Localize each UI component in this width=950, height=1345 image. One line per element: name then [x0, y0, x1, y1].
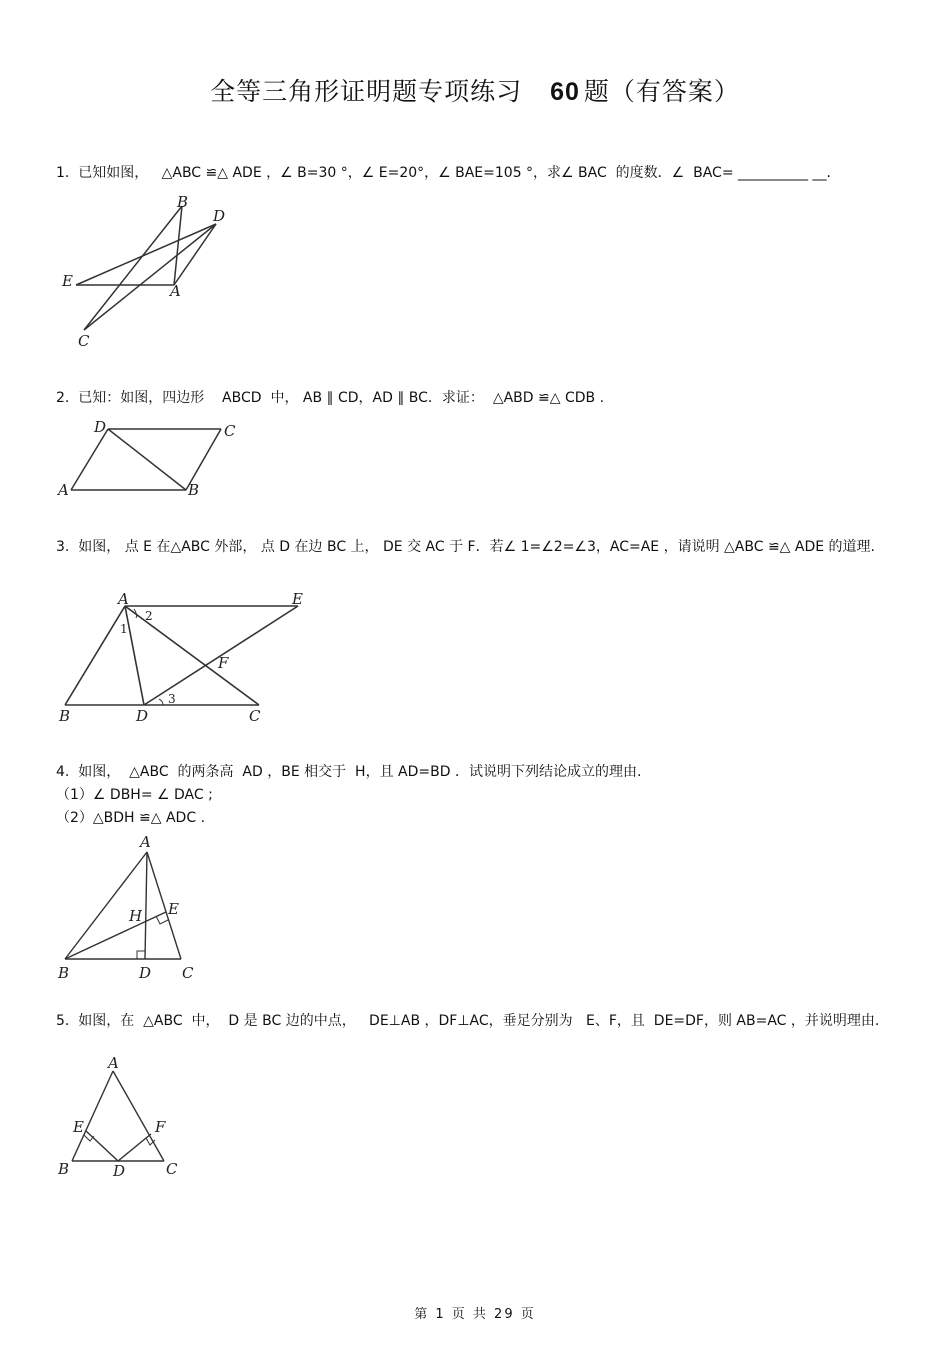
q3-label-b: B — [59, 707, 71, 725]
title-count: 60 — [550, 78, 580, 106]
q3-label-f: F — [218, 654, 229, 672]
q1-label-e: E — [62, 272, 73, 290]
title-main: 全等三角形证明题专项练习 — [210, 77, 523, 106]
q3-label-c: C — [249, 707, 261, 725]
question-4-text: 4. 如图， △ABC 的两条高 AD ，BE 相交于 H，且 AD=BD ．试说明下列结论成立的理由. （1）∠ DBH= ∠ DAC ; （2）△BDH ≌△ ADC . — [56, 764, 642, 826]
q4-label-e: E — [168, 900, 179, 918]
figure-q4 — [56, 830, 216, 990]
q5-label-f: F — [155, 1118, 166, 1136]
q1-label-b: B — [177, 193, 189, 211]
q2-label-b: B — [188, 481, 200, 499]
q5-label-c: C — [166, 1160, 178, 1178]
question-2-text: 2. 已知：如图，四边形 ABCD 中， AB ∥ CD，AD ∥ BC．求证： △ABD ≌△ CDB . — [56, 390, 605, 406]
q3-label-1: 1 — [120, 622, 128, 636]
q5-label-d: D — [113, 1162, 126, 1180]
question-1-text: 1. 已知如图， △ABC ≌△ ADE ，∠ B=30 °，∠ E=20°，∠ BAE=105 °，求∠ BAC 的度数．∠ BAC= __________ __． — [56, 165, 841, 181]
title-suffix: 题（有答案） — [583, 77, 740, 106]
q5-label-b: B — [58, 1160, 70, 1178]
figure-q5 — [56, 1055, 196, 1185]
q3-label-e: E — [292, 590, 303, 608]
q3-label-d: D — [136, 707, 149, 725]
q1-label-c: C — [78, 332, 90, 350]
page-title — [0, 72, 950, 108]
q4-label-a: A — [140, 833, 151, 851]
q2-label-a: A — [58, 481, 69, 499]
question-3-text: 3. 如图， 点 E 在△ABC 外部， 点 D 在边 BC 上， DE 交 AC 于 F．若∠ 1=∠2=∠3，AC=AE ，请说明 △ABC ≌△ ADE 的道理. — [56, 539, 876, 555]
figure-q3 — [56, 588, 326, 728]
q5-label-a: A — [108, 1055, 119, 1072]
q1-label-a: A — [170, 282, 181, 300]
q1-label-d: D — [213, 207, 226, 225]
q3-label-a: A — [118, 590, 129, 608]
q3-label-2: 2 — [145, 609, 153, 623]
question-5-text: 5. 如图，在 △ABC 中， D 是 BC 边的中点， DE⊥AB ，DF⊥AC，垂足分别为 E、F，且 DE=DF，则 AB=AC ，并说明理由. — [56, 1013, 880, 1029]
q4-label-h: H — [129, 907, 143, 925]
q4-label-d: D — [139, 964, 152, 982]
q5-label-e: E — [73, 1118, 84, 1136]
q4-label-c: C — [182, 964, 194, 982]
q4-label-b: B — [58, 964, 70, 982]
figure-q2 — [56, 416, 246, 502]
q2-label-d: D — [94, 418, 107, 436]
q2-label-c: C — [224, 422, 236, 440]
page-footer: 第 1 页 共 29 页 — [414, 1307, 536, 1322]
q3-label-3: 3 — [168, 692, 176, 706]
figure-q1 — [56, 192, 246, 352]
